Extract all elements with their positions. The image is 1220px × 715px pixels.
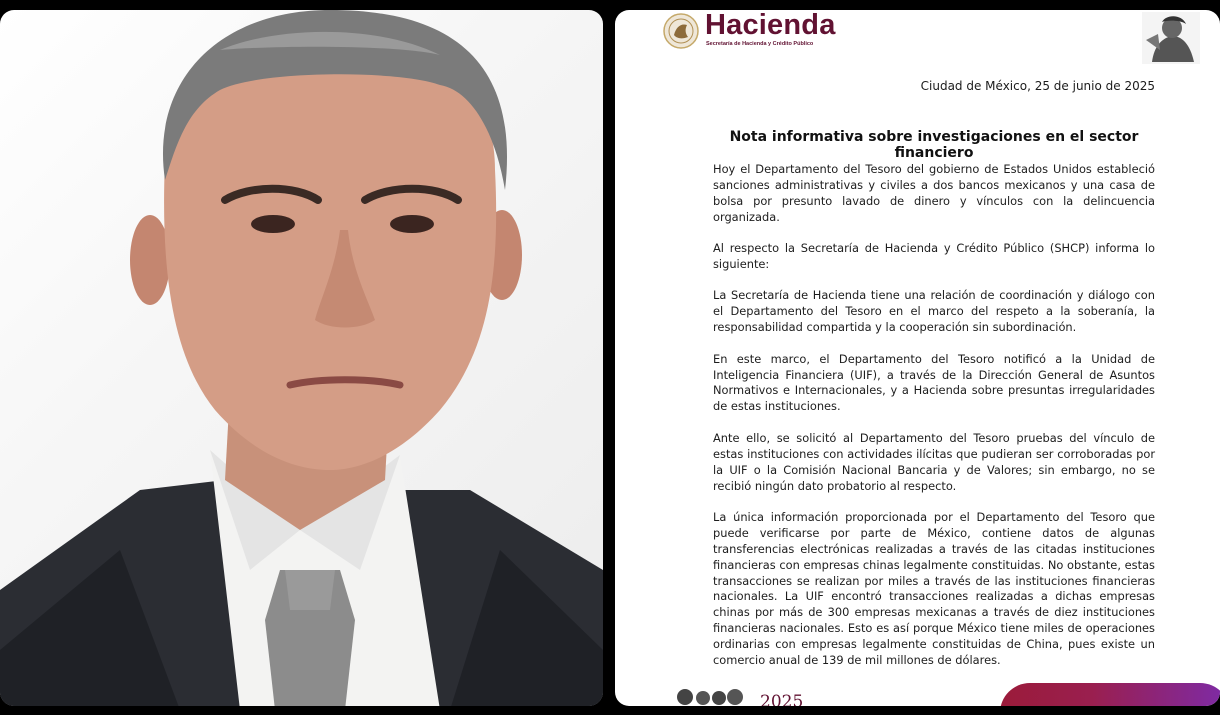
- paragraph: En este marco, el Departamento del Tesoro notificó a la Unidad de Inteligencia Financiera (UIF), a través de la Dirección General de Asuntos Normativos e Internacionales, y a Hacienda sobre presuntas irregularidades de estas instituciones.: [713, 351, 1155, 414]
- historical-figure-emblem-icon: [1138, 10, 1202, 66]
- hacienda-logo-text: Hacienda: [705, 10, 836, 41]
- paragraph: La única información proporcionada por el Departamento del Tesoro que puede verificarse por parte de México, contiene datos de algunas transferencias electrónicas realizadas a través de las citadas instituciones financieras con empresas chinas legalmente constituidas. No obstante, estas transacciones se realizan por miles a través de las instituciones financieras nacionales. La UIF encontró transacciones realizadas a dichas empresas chinas por más de 300 empresas mexicanas a través de diez instituciones financieras nacionales. Esto es así porque México tiene miles de operaciones ordinarias con empresas legalmente constituidas de China, pues existe un comercio anual de 139 de mil millones de dólares.: [713, 509, 1155, 668]
- portrait-photo[interactable]: [0, 10, 603, 706]
- mexico-coat-of-arms-icon: [663, 13, 699, 49]
- paragraph: Al respecto la Secretaría de Hacienda y Crédito Público (SHCP) informa lo siguiente:: [713, 241, 1155, 272]
- portrait-illustration: [0, 10, 603, 706]
- document-title: Nota informativa sobre investigaciones en el sector financiero: [729, 129, 1139, 161]
- footer-year: 2025: [760, 692, 804, 706]
- document-body: [713, 162, 1155, 684]
- paragraph: Ante ello, se solicitó al Departamento del Tesoro pruebas del vínculo de estas instituciones con actividades ilícitas que pudieran ser corroboradas por la UIF o la Comisión Nacional Bancaria y de Valores; sin embargo, no se recibió ningún dato probatorio al respecto.: [713, 430, 1155, 493]
- document-date: Ciudad de México, 25 de junio de 2025: [920, 79, 1155, 93]
- footer-badge: [1000, 683, 1220, 706]
- letterhead-subtitle: Secretaría de Hacienda y Crédito Público: [706, 41, 814, 47]
- paragraph: Hoy el Departamento del Tesoro del gobierno de Estados Unidos estableció sanciones administrativas y civiles a dos bancos mexicanos y una casa de bolsa por presunto lavado de dinero y vínculos con la delincuencia organizada.: [713, 162, 1155, 224]
- footer-heroes-logo-icon: [675, 685, 755, 706]
- paragraph: La Secretaría de Hacienda tiene una relación de coordinación y diálogo con el Departamento del Tesoro en el marco del respeto a la soberanía, la responsabilidad compartida y la cooperación sin subordinación.: [713, 288, 1155, 335]
- press-release-document: [615, 10, 1220, 706]
